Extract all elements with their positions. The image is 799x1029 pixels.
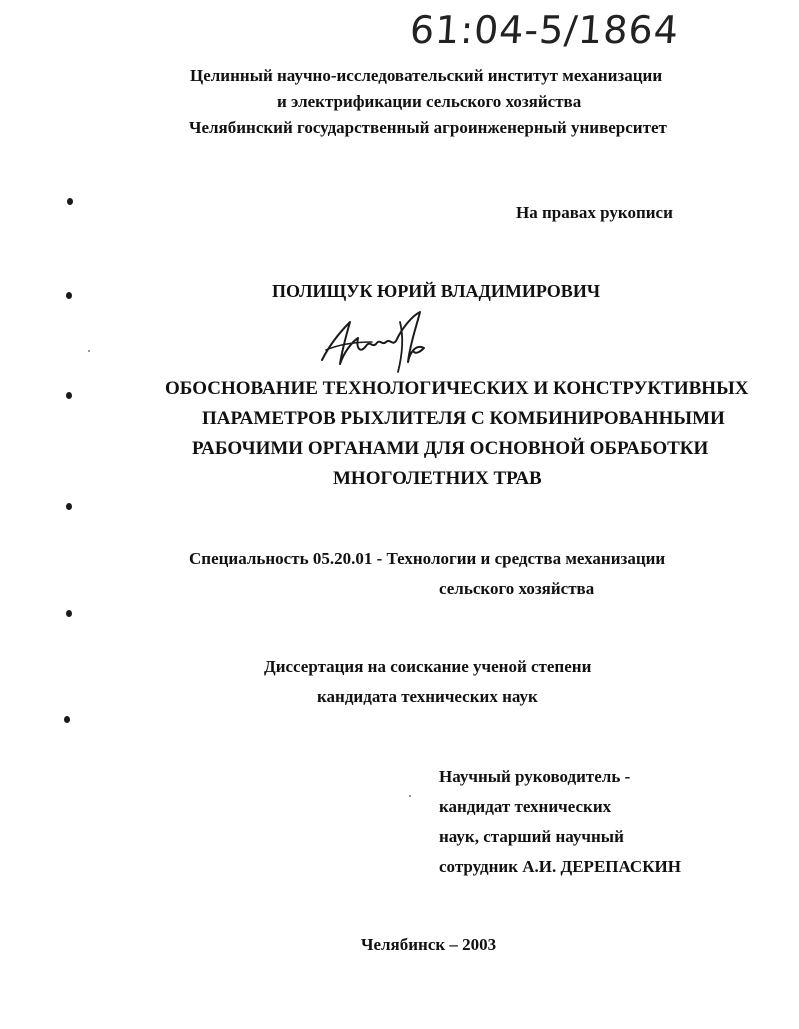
specialty-line-1: Специальность 05.20.01 - Технологии и средства механизации xyxy=(189,549,666,568)
supervisor-line-2: кандидат технических xyxy=(439,797,612,816)
margin-punch-mark xyxy=(64,716,70,723)
margin-punch-mark xyxy=(66,392,72,399)
city-year: Челябинск – 2003 xyxy=(361,935,497,954)
scan-speck xyxy=(88,350,90,352)
margin-punch-mark xyxy=(66,292,72,299)
supervisor-line-4: сотрудник А.И. ДЕРЕПАСКИН xyxy=(439,857,681,876)
author-name: ПОЛИЩУК ЮРИЙ ВЛАДИМИРОВИЧ xyxy=(272,281,601,301)
manuscript-rights-note: На правах рукописи xyxy=(516,203,673,222)
author-signature xyxy=(316,308,436,378)
degree-line-2: кандидата технических наук xyxy=(317,687,538,706)
title-line-2: ПАРАМЕТРОВ РЫХЛИТЕЛЯ С КОМБИНИРОВАННЫМИ xyxy=(202,408,725,429)
specialty-line-2: сельского хозяйства xyxy=(439,579,595,598)
scan-speck xyxy=(409,795,411,797)
title-line-1: ОБОСНОВАНИЕ ТЕХНОЛОГИЧЕСКИХ И КОНСТРУКТИВНЫХ xyxy=(165,378,749,399)
degree-line-1: Диссертация на соискание ученой степени xyxy=(264,657,592,676)
margin-punch-mark xyxy=(67,198,73,205)
institution-line-1: Целинный научно-исследовательский институт механизации xyxy=(190,66,663,85)
margin-punch-mark xyxy=(66,503,72,510)
supervisor-line-3: наук, старший научный xyxy=(439,827,624,846)
title-line-4: МНОГОЛЕТНИХ ТРАВ xyxy=(333,468,542,489)
margin-punch-mark xyxy=(66,610,72,617)
institution-line-2: и электрификации сельского хозяйства xyxy=(277,92,582,111)
supervisor-line-1: Научный руководитель - xyxy=(439,767,631,786)
title-line-3: РАБОЧИМИ ОРГАНАМИ ДЛЯ ОСНОВНОЙ ОБРАБОТКИ xyxy=(192,438,709,459)
institution-line-3: Челябинский государственный агроинженерный университет xyxy=(189,118,667,137)
handwritten-archive-number: 61:04-5/1864 xyxy=(408,8,681,52)
